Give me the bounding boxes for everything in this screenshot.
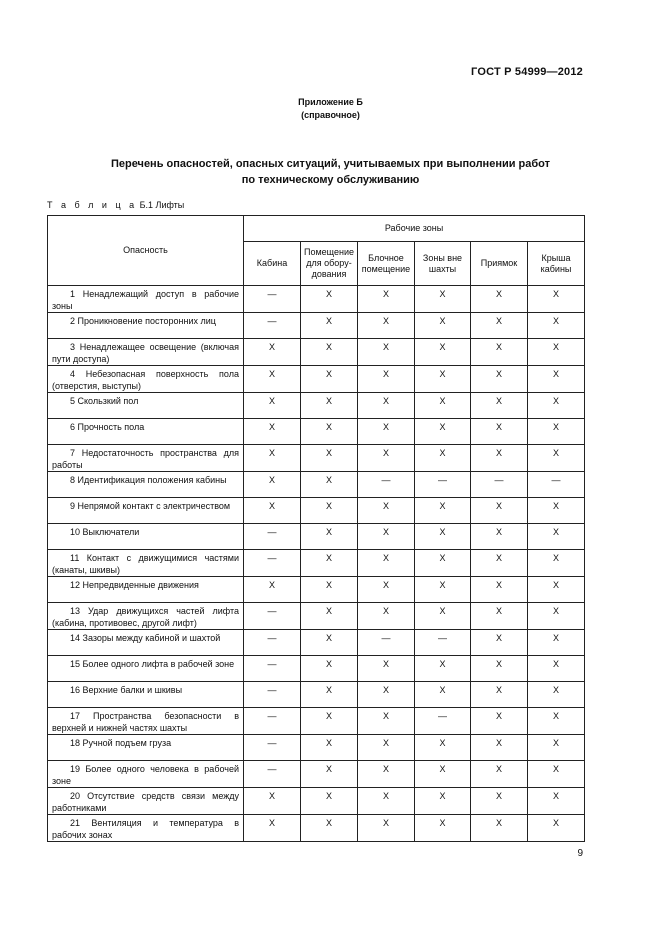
zone-mark-cell: X (528, 630, 585, 656)
zone-mark-cell: X (301, 419, 358, 445)
zone-mark-cell: X (528, 524, 585, 550)
zone-mark-cell: X (471, 524, 528, 550)
zone-mark-cell: X (471, 419, 528, 445)
zone-mark-cell: X (471, 682, 528, 708)
zone-mark-cell: X (301, 472, 358, 498)
zone-mark-cell: — (244, 550, 301, 577)
hazard-name: 11 Контакт с движущимися частями (канаты, шкивы) (48, 550, 244, 577)
zone-mark-cell: X (471, 630, 528, 656)
standard-number: ГОСТ Р 54999—2012 (471, 66, 583, 78)
zone-mark-cell: X (244, 577, 301, 603)
hazard-name: 15 Более одного лифта в рабочей зоне (48, 656, 244, 682)
table-row (48, 656, 585, 682)
zone-mark-cell: X (301, 445, 358, 472)
hazard-name: 13 Удар движущихся частей лифта (кабина, противовес, другой лифт) (48, 603, 244, 630)
zone-mark-cell: X (358, 419, 415, 445)
hazard-name: 21 Вентиляция и температура в рабочих зонах (48, 815, 244, 842)
table-row (48, 682, 585, 708)
zone-mark-cell: X (528, 708, 585, 735)
zone-mark-cell: X (415, 735, 471, 761)
zone-mark-cell: X (415, 550, 471, 577)
zone-mark-cell: X (528, 550, 585, 577)
zone-mark-cell: X (471, 761, 528, 788)
zone-mark-cell: X (471, 550, 528, 577)
zone-column-header: Кабина (244, 242, 301, 286)
table-row (48, 630, 585, 656)
zone-mark-cell: X (358, 445, 415, 472)
zone-mark-cell: X (358, 286, 415, 313)
hazard-name: 12 Непредвиденные движения (48, 577, 244, 603)
zone-mark-cell: X (471, 656, 528, 682)
zone-mark-cell: — (358, 630, 415, 656)
zone-mark-cell: — (244, 524, 301, 550)
zone-mark-cell: X (244, 393, 301, 419)
zone-mark-cell: X (244, 498, 301, 524)
table-row (48, 445, 585, 472)
table-row (48, 524, 585, 550)
page-number: 9 (577, 848, 583, 859)
hazard-name: 20 Отсутствие средств связи между работниками (48, 788, 244, 815)
zone-mark-cell: X (358, 577, 415, 603)
zone-mark-cell: — (415, 708, 471, 735)
zone-mark-cell: X (415, 524, 471, 550)
zone-mark-cell: X (471, 498, 528, 524)
zone-mark-cell: X (358, 524, 415, 550)
hazard-name: 14 Зазоры между кабиной и шахтой (48, 630, 244, 656)
hazard-column-header: Опасность (48, 216, 244, 286)
zone-mark-cell: X (471, 577, 528, 603)
document-title (0, 156, 661, 188)
zone-mark-cell: X (301, 393, 358, 419)
zone-mark-cell: X (471, 393, 528, 419)
zone-mark-cell: X (244, 339, 301, 366)
zone-mark-cell: X (301, 656, 358, 682)
hazard-name: 19 Более одного человека в рабочей зоне (48, 761, 244, 788)
zone-mark-cell: X (301, 339, 358, 366)
hazard-name: 8 Идентификация положения кабины (48, 472, 244, 498)
zone-mark-cell: X (528, 419, 585, 445)
table-row (48, 577, 585, 603)
zone-mark-cell: X (528, 393, 585, 419)
table-row (48, 603, 585, 630)
zone-mark-cell: — (471, 472, 528, 498)
zone-mark-cell: X (244, 419, 301, 445)
zone-mark-cell: X (415, 603, 471, 630)
zone-column-header: Зоны вне шахты (415, 242, 471, 286)
zone-mark-cell: X (415, 339, 471, 366)
zone-mark-cell: X (415, 286, 471, 313)
zone-mark-cell: X (358, 366, 415, 393)
zone-mark-cell: X (415, 445, 471, 472)
hazard-name: 6 Прочность пола (48, 419, 244, 445)
table-row (48, 708, 585, 735)
hazard-name: 2 Проникновение посторонних лиц (48, 313, 244, 339)
zone-column-header: Блочное помещение (358, 242, 415, 286)
appendix-heading (0, 96, 661, 122)
zone-mark-cell: X (301, 682, 358, 708)
title-line-1: Перечень опасностей, опасных ситуаций, учитываемых при выполнении работ (110, 158, 551, 170)
zone-mark-cell: X (415, 577, 471, 603)
zone-mark-cell: X (471, 366, 528, 393)
zone-mark-cell: X (358, 498, 415, 524)
zone-mark-cell: X (358, 603, 415, 630)
zone-mark-cell: X (471, 313, 528, 339)
table-caption-prefix: Т а б л и ц а (47, 200, 138, 210)
zone-mark-cell: X (301, 603, 358, 630)
zone-mark-cell: X (301, 366, 358, 393)
hazard-name: 9 Непрямой контакт с электричеством (48, 498, 244, 524)
zone-mark-cell: X (471, 445, 528, 472)
zone-mark-cell: X (358, 339, 415, 366)
zone-mark-cell: X (301, 577, 358, 603)
table-row (48, 339, 585, 366)
zone-mark-cell: — (244, 656, 301, 682)
zone-mark-cell: X (415, 682, 471, 708)
zone-mark-cell: X (358, 815, 415, 842)
table-caption-text: Б.1 Лифты (139, 200, 185, 210)
zone-mark-cell: X (528, 815, 585, 842)
zone-mark-cell: X (528, 577, 585, 603)
table-row (48, 419, 585, 445)
hazard-name: 7 Недостаточность пространства для работы (48, 445, 244, 472)
zone-mark-cell: X (471, 286, 528, 313)
table-row (48, 761, 585, 788)
zone-mark-cell: X (528, 313, 585, 339)
zone-mark-cell: X (415, 419, 471, 445)
zone-mark-cell: — (244, 313, 301, 339)
zone-mark-cell: X (301, 630, 358, 656)
zone-mark-cell: X (301, 498, 358, 524)
zone-mark-cell: X (358, 761, 415, 788)
zone-mark-cell: X (301, 735, 358, 761)
hazard-name: 5 Скользкий пол (48, 393, 244, 419)
zone-mark-cell: X (471, 815, 528, 842)
table-row (48, 788, 585, 815)
zone-mark-cell: X (358, 656, 415, 682)
zone-mark-cell: — (415, 472, 471, 498)
table-row (48, 815, 585, 842)
hazards-table-body (48, 286, 585, 842)
zone-mark-cell: X (471, 708, 528, 735)
zone-mark-cell: X (528, 445, 585, 472)
table-row (48, 498, 585, 524)
zone-mark-cell: X (301, 708, 358, 735)
zone-mark-cell: X (244, 445, 301, 472)
zone-column-header: Крыша кабины (528, 242, 585, 286)
table-row (48, 393, 585, 419)
zone-mark-cell: X (358, 550, 415, 577)
zone-mark-cell: X (301, 788, 358, 815)
table-row (48, 286, 585, 313)
title-line-2: по техническому обслуживанию (241, 174, 420, 186)
zone-mark-cell: — (244, 682, 301, 708)
zone-mark-cell: X (528, 735, 585, 761)
zone-mark-cell: X (301, 313, 358, 339)
zone-mark-cell: X (301, 286, 358, 313)
hazards-table (47, 215, 585, 842)
zone-mark-cell: X (301, 524, 358, 550)
zone-mark-cell: X (528, 682, 585, 708)
zone-mark-cell: X (415, 366, 471, 393)
zone-mark-cell: X (358, 788, 415, 815)
zone-mark-cell: X (244, 366, 301, 393)
appendix-label: Приложение Б (298, 97, 363, 107)
zone-mark-cell: X (415, 761, 471, 788)
table-caption (47, 200, 184, 210)
zone-mark-cell: X (358, 682, 415, 708)
table-row (48, 313, 585, 339)
zone-column-header: Приямок (471, 242, 528, 286)
hazard-name: 3 Ненадлежащее освещение (включая пути доступа) (48, 339, 244, 366)
zone-mark-cell: X (358, 313, 415, 339)
work-zones-header: Рабочие зоны (244, 216, 585, 242)
zone-mark-cell: X (528, 498, 585, 524)
zone-mark-cell: X (415, 788, 471, 815)
hazard-name: 1 Ненадлежащий доступ в рабочие зоны (48, 286, 244, 313)
zone-mark-cell: — (244, 708, 301, 735)
zone-mark-cell: X (528, 286, 585, 313)
hazard-name: 17 Пространства безопасности в верхней и нижней частях шахты (48, 708, 244, 735)
zone-mark-cell: X (528, 339, 585, 366)
zone-mark-cell: X (301, 550, 358, 577)
hazard-name: 18 Ручной подъем груза (48, 735, 244, 761)
zone-mark-cell: X (528, 366, 585, 393)
zone-mark-cell: X (244, 815, 301, 842)
hazard-name: 16 Верхние балки и шкивы (48, 682, 244, 708)
zone-mark-cell: X (244, 788, 301, 815)
zone-mark-cell: — (244, 630, 301, 656)
zone-mark-cell: X (301, 815, 358, 842)
zone-mark-cell: X (415, 313, 471, 339)
zone-mark-cell: X (244, 472, 301, 498)
appendix-type: (справочное) (301, 110, 360, 120)
zone-mark-cell: X (358, 735, 415, 761)
zone-mark-cell: X (358, 393, 415, 419)
zone-mark-cell: — (528, 472, 585, 498)
hazard-name: 10 Выключатели (48, 524, 244, 550)
zone-mark-cell: — (415, 630, 471, 656)
zone-mark-cell: X (528, 656, 585, 682)
zone-mark-cell: — (358, 472, 415, 498)
zone-mark-cell: X (358, 708, 415, 735)
table-row (48, 472, 585, 498)
zone-mark-cell: X (471, 735, 528, 761)
zone-mark-cell: — (244, 603, 301, 630)
zone-mark-cell: — (244, 735, 301, 761)
zone-mark-cell: X (415, 498, 471, 524)
zone-column-header: Помещение для обору-дования (301, 242, 358, 286)
zone-mark-cell: X (528, 603, 585, 630)
zone-mark-cell: X (528, 761, 585, 788)
table-row (48, 550, 585, 577)
zone-mark-cell: X (471, 603, 528, 630)
zone-mark-cell: X (471, 788, 528, 815)
zone-mark-cell: X (415, 815, 471, 842)
zone-mark-cell: — (244, 286, 301, 313)
zone-mark-cell: X (471, 339, 528, 366)
zone-mark-cell: X (528, 788, 585, 815)
zone-mark-cell: — (244, 761, 301, 788)
zone-mark-cell: X (415, 393, 471, 419)
hazard-name: 4 Небезопасная поверхность пола (отверстия, выступы) (48, 366, 244, 393)
zone-mark-cell: X (301, 761, 358, 788)
table-row (48, 735, 585, 761)
zone-mark-cell: X (415, 656, 471, 682)
table-row (48, 366, 585, 393)
